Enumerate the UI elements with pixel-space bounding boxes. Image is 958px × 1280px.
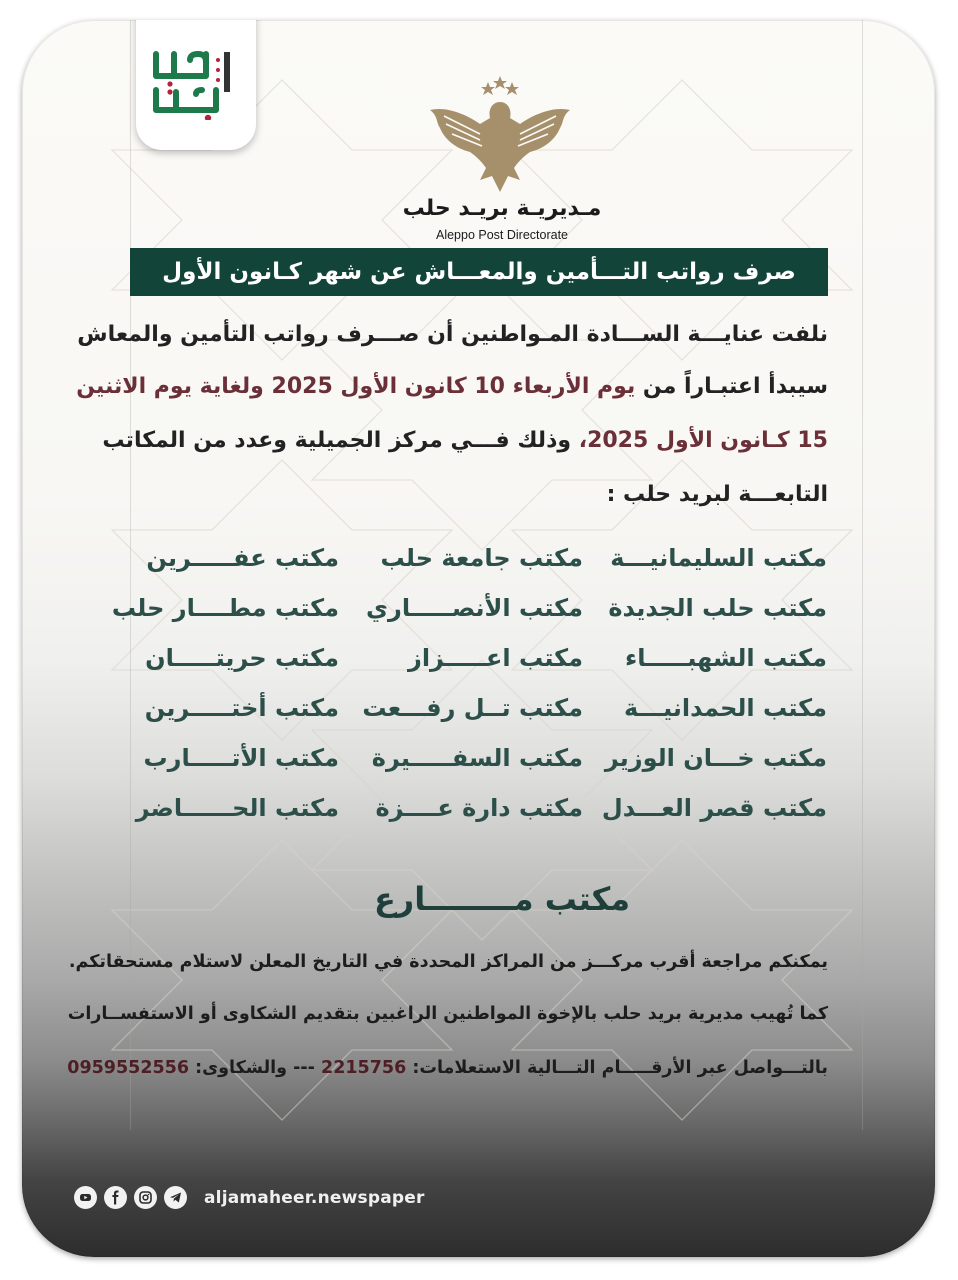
office-item: مكتب الأنصـــــاري [366, 594, 583, 622]
office-item: مكتب قصر العـــدل [601, 794, 827, 822]
body-line-3-suffix: وذلك فـــي مركز الجميلية وعدد من المكاتب [102, 428, 579, 453]
body-line-2-prefix: سيبدأ اعتبـاراً من [635, 374, 828, 399]
complaints-number: 0959552556 [67, 1058, 190, 1078]
eagle-emblem-icon [410, 72, 590, 202]
payment-end-date: 15 كـانون الأول 2025، [578, 428, 828, 453]
social-bar [74, 1186, 425, 1209]
office-item: مكتب مطــــار حلب [111, 594, 339, 622]
office-item: مكتب حلب الجديدة [608, 594, 827, 622]
office-item: مكتب جامعة حلب [380, 544, 583, 572]
body-line-4: التابعـــة لبريد حلب : [606, 482, 828, 507]
directorate-name-arabic: مـديريـة بريـد حلب [402, 196, 602, 221]
social-handle[interactable]: aljamaheer.newspaper [204, 1187, 425, 1208]
telegram-icon[interactable] [164, 1186, 187, 1209]
directorate-name-english: Aleppo Post Directorate [435, 228, 568, 242]
office-item: مكتب دارة عــــزة [375, 794, 583, 822]
inquiries-number: 2215756 [321, 1058, 407, 1078]
footer-line-3 [67, 1058, 828, 1078]
announcement-card [22, 20, 935, 1257]
facebook-icon[interactable] [104, 1186, 127, 1209]
body-line-3 [102, 428, 828, 453]
aljamaheer-logo-icon [146, 40, 246, 120]
contact-prefix: بالتـــواصل عبر الأرقـــــام التـــالية الاستعلامات: [406, 1058, 828, 1078]
office-item: مكتب أختـــــرين [144, 694, 339, 722]
office-item: مكتب السفـــــيرة [371, 744, 583, 772]
footer-line-1: يمكنكم مراجعة أقرب مركـــز من المراكز المحددة في التاريخ المعلن لاستلام مستحقاتكم. [68, 952, 828, 972]
office-item: مكتب خـــان الوزير [604, 744, 827, 772]
announcement-title: صرف رواتب التـــأمين والمعـــاش عن شهر كـانون الأول [162, 259, 796, 285]
youtube-icon[interactable] [74, 1186, 97, 1209]
office-marea: مكتب مــــــــارع [373, 880, 631, 918]
office-item: مكتب الشهبـــــاء [625, 644, 827, 672]
office-item: مكتب الحــــــاضر [135, 794, 339, 822]
footer-line-2: كما تُهيب مديرية بريد حلب بالإخوة المواطنين الراغبين بتقديم الشكاوى أو الاستفســارات [67, 1004, 828, 1024]
office-item: مكتب تــل رفـــعت [362, 694, 583, 722]
contact-separator: --- [287, 1058, 322, 1078]
instagram-icon[interactable] [134, 1186, 157, 1209]
body-line-2 [76, 374, 828, 399]
aljamaheer-logo [136, 20, 256, 150]
office-item: مكتب السليمانيـــة [610, 544, 827, 572]
payment-start-date: يوم الأربعاء 10 كانون الأول 2025 ولغاية يوم الاثنين [76, 374, 636, 399]
office-item: مكتب حريتـــــان [145, 644, 339, 672]
guide-line-right [862, 20, 863, 1130]
office-item: مكتب اعـــــزاز [408, 644, 583, 672]
complaints-label: والشكاوى: [189, 1058, 288, 1078]
body-line-1: نلفت عنايـــة الســـادة المـواطنين أن صـــرف رواتب التأمين والمعاش [77, 322, 828, 347]
office-item: مكتب الأتـــــارب [143, 744, 339, 772]
office-item: مكتب الحمدانيـــة [623, 694, 827, 722]
office-item: مكتب عفـــــرين [146, 544, 339, 572]
announcement-title-bar [130, 248, 828, 296]
